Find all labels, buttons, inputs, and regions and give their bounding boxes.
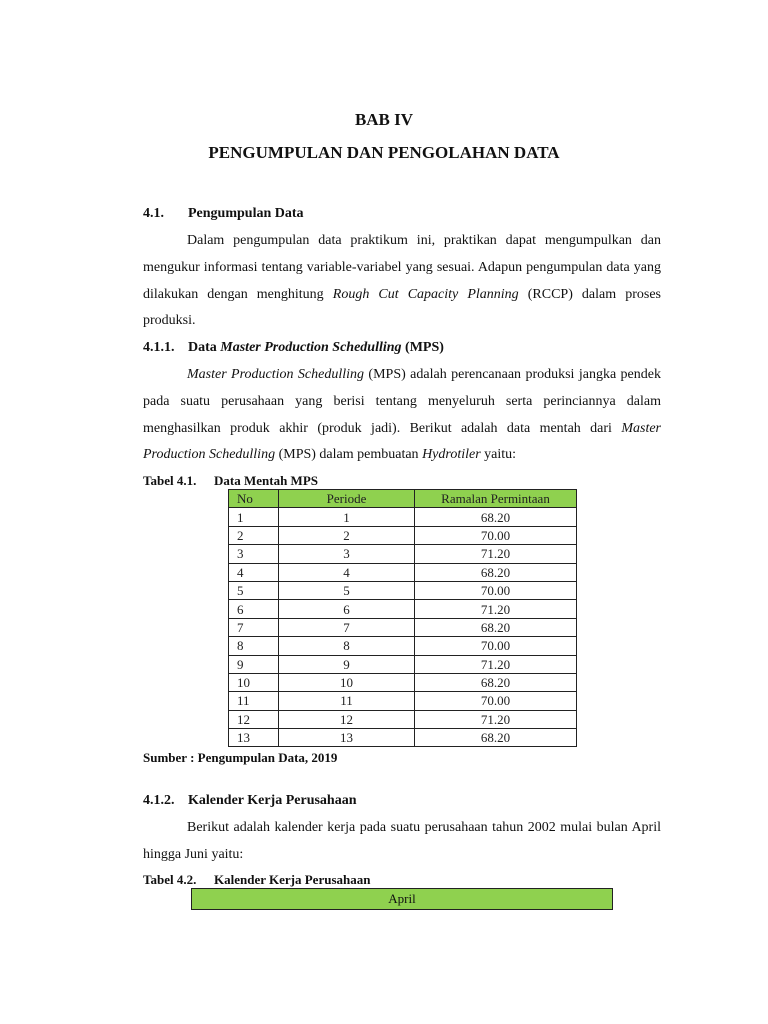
cell-ramalan: 71.20 <box>415 655 577 673</box>
table-row <box>229 545 577 563</box>
paragraph-italic: Master Production Schedulling <box>143 420 661 463</box>
paragraph-text: (RCCP) dalam proses produksi. <box>143 286 661 329</box>
table-row <box>229 673 577 691</box>
table-row <box>229 618 577 636</box>
cell-no: 9 <box>229 655 279 673</box>
cell-ramalan: 71.20 <box>415 710 577 728</box>
cell-periode: 7 <box>279 618 415 636</box>
cell-ramalan: 68.20 <box>415 508 577 526</box>
cell-no: 13 <box>229 729 279 747</box>
table-label: Tabel 4.1. <box>143 473 197 488</box>
table-row <box>229 508 577 526</box>
table-row <box>229 581 577 599</box>
table-row <box>229 600 577 618</box>
table-header-row <box>229 490 577 508</box>
cell-ramalan: 68.20 <box>415 563 577 581</box>
cell-ramalan: 70.00 <box>415 526 577 544</box>
table-4-2-caption <box>143 872 370 888</box>
table-row <box>229 563 577 581</box>
cell-no: 8 <box>229 637 279 655</box>
cell-periode: 12 <box>279 710 415 728</box>
calendar-month-header: April <box>191 888 613 910</box>
cell-no: 5 <box>229 581 279 599</box>
header-no: No <box>229 490 279 508</box>
section-4-1-2-paragraph <box>143 815 661 869</box>
cell-ramalan: 71.20 <box>415 545 577 563</box>
section-number: 4.1.2. <box>143 793 175 808</box>
section-number: 4.1.1. <box>143 340 175 355</box>
cell-no: 3 <box>229 545 279 563</box>
section-title: Pengumpulan Data <box>188 206 304 221</box>
header-ramalan: Ramalan Permintaan <box>415 490 577 508</box>
cell-no: 4 <box>229 563 279 581</box>
cell-ramalan: 70.00 <box>415 692 577 710</box>
section-title-italic: Master Production Schedulling <box>220 340 402 355</box>
paragraph-text: Dalam pengumpulan data praktikum ini, praktikan dapat mengumpulkan dan mengukur informasi tentang variable-variabel yang sesuai. Adapun pengumpulan data yang dilakukan dengan menghitung <box>143 233 661 302</box>
cell-ramalan: 68.20 <box>415 618 577 636</box>
table-4-1-caption <box>143 473 318 489</box>
table-title: Kalender Kerja Perusahaan <box>214 872 371 887</box>
cell-no: 11 <box>229 692 279 710</box>
table-row <box>229 710 577 728</box>
section-4-1-1-heading <box>143 340 444 356</box>
table-row <box>229 692 577 710</box>
paragraph-italic: Master Production Schedulling <box>187 367 365 382</box>
cell-no: 12 <box>229 710 279 728</box>
cell-periode: 4 <box>279 563 415 581</box>
cell-no: 10 <box>229 673 279 691</box>
table-label: Tabel 4.2. <box>143 872 197 887</box>
cell-periode: 10 <box>279 673 415 691</box>
cell-periode: 13 <box>279 729 415 747</box>
table-row <box>229 729 577 747</box>
paragraph-text: Berikut adalah kalender kerja pada suatu perusahaan tahun 2002 mulai bulan April hingga Juni yaitu: <box>143 820 661 862</box>
section-title-pre: Data <box>188 340 221 355</box>
table-source: Sumber : Pengumpulan Data, 2019 <box>143 750 338 765</box>
cell-ramalan: 71.20 <box>415 600 577 618</box>
cell-no: 2 <box>229 526 279 544</box>
cell-periode: 8 <box>279 637 415 655</box>
paragraph-italic: Rough Cut Capacity Planning <box>332 286 519 302</box>
cell-ramalan: 70.00 <box>415 581 577 599</box>
table-row <box>229 655 577 673</box>
section-4-1-1-paragraph <box>143 362 661 469</box>
cell-periode: 5 <box>279 581 415 599</box>
paragraph-text: (MPS) dalam pembuatan <box>275 447 423 463</box>
cell-periode: 1 <box>279 508 415 526</box>
section-title: Kalender Kerja Perusahaan <box>188 793 357 808</box>
section-number: 4.1. <box>143 206 164 221</box>
cell-periode: 3 <box>279 545 415 563</box>
header-periode: Periode <box>279 490 415 508</box>
cell-no: 1 <box>229 508 279 526</box>
table-row <box>229 526 577 544</box>
chapter-subtitle: PENGUMPULAN DAN PENGOLAHAN DATA <box>208 143 560 162</box>
cell-ramalan: 68.20 <box>415 729 577 747</box>
cell-no: 7 <box>229 618 279 636</box>
mps-table <box>228 489 577 747</box>
chapter-title: BAB IV <box>354 110 414 129</box>
cell-periode: 11 <box>279 692 415 710</box>
section-title-post: (MPS) <box>401 340 444 355</box>
cell-ramalan: 68.20 <box>415 673 577 691</box>
paragraph-italic: Hydrotiler <box>422 447 481 463</box>
table-title: Data Mentah MPS <box>214 473 318 488</box>
section-4-1-heading <box>143 206 304 222</box>
section-4-1-2-heading <box>143 793 357 809</box>
table-row <box>229 637 577 655</box>
cell-periode: 9 <box>279 655 415 673</box>
cell-periode: 6 <box>279 600 415 618</box>
paragraph-text: (MPS) adalah perencanaan produksi jangka pendek pada suatu perusahaan yang berisi tentang menyeluruh serta perinciannya dalam menghasilkan produk akhir (produk jadi). Berikut adalah data mentah dari <box>143 367 661 436</box>
section-4-1-paragraph <box>143 228 661 335</box>
cell-periode: 2 <box>279 526 415 544</box>
cell-no: 6 <box>229 600 279 618</box>
cell-ramalan: 70.00 <box>415 637 577 655</box>
paragraph-text: yaitu: <box>480 447 517 463</box>
